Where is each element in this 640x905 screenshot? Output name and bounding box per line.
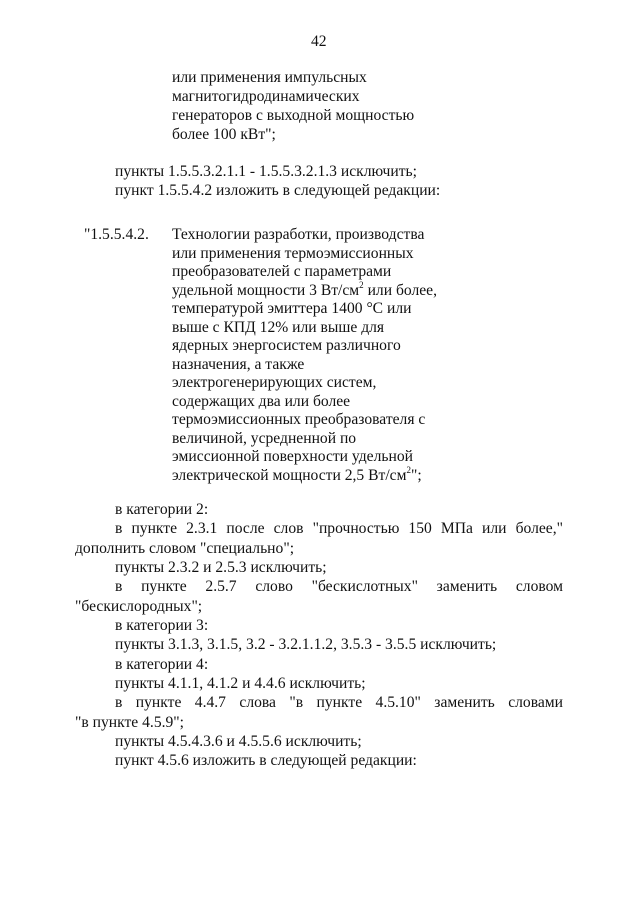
text-line: содержащих два или более	[172, 392, 351, 410]
text-line: "в пункте 4.5.9";	[75, 713, 185, 731]
text-line: термоэмиссионных преобразователя с	[172, 411, 426, 428]
text-line: в пункте 2.3.1 после слов "прочностью 150 МПа или более,"	[115, 520, 563, 537]
superscript: 2	[359, 279, 364, 290]
text-line: или применения термоэмиссионных	[172, 244, 414, 262]
text-line: Технологии разработки, производства	[172, 226, 425, 243]
text-line	[172, 281, 437, 300]
text-line: в пункте 2.5.7 слово "бескислотных" заменить словом	[115, 578, 563, 595]
text-line: дополнить словом "специально";	[75, 539, 295, 557]
text-line: в категории 2:	[115, 501, 209, 518]
text: удельной мощности 3 Вт/см	[172, 281, 360, 299]
text-line: или применения импульсных	[172, 69, 367, 86]
text-line: в категории 4:	[115, 655, 209, 673]
text: или более,	[363, 281, 437, 299]
text-line: величиной, усредненной по	[172, 429, 357, 447]
item-number: "1.5.5.4.2.	[84, 226, 149, 243]
text-line: эмиссионной поверхности удельной	[172, 448, 413, 465]
text-line: пункты 2.3.2 и 2.5.3 исключить;	[115, 559, 327, 576]
text-line: в пункте 4.4.7 слова "в пункте 4.5.10" заменить словами	[115, 694, 563, 711]
page-number: 42	[311, 33, 327, 50]
superscript: 2	[406, 464, 411, 475]
text-line: пункт 1.5.5.4.2 изложить в следующей редакции:	[115, 182, 441, 199]
text-line: назначения, а также	[172, 355, 305, 373]
text-line: пункты 3.1.3, 3.1.5, 3.2 - 3.2.1.1.2, 3.5.3 - 3.5.5 исключить;	[115, 636, 497, 653]
text-line: преобразователей с параметрами	[172, 263, 392, 280]
text-line: пункты 4.1.1, 4.1.2 и 4.4.6 исключить;	[115, 675, 366, 692]
text-line: магнитогидродинамических	[172, 88, 360, 105]
text-line: температурой эмиттера 1400 °С или	[172, 300, 412, 317]
text-line: пункты 4.5.4.3.6 и 4.5.5.6 исключить;	[115, 733, 362, 750]
text-line: генераторов с выходной мощностью	[172, 107, 415, 124]
text-line: ядерных энергосистем различного	[172, 337, 401, 354]
text: ";	[410, 466, 422, 484]
text-line: выше с КПД 12% или выше для	[172, 318, 385, 336]
text-line: пункт 4.5.6 изложить в следующей редакции:	[115, 752, 417, 769]
text-line: в категории 3:	[115, 617, 209, 634]
text-line: электрогенерирующих систем,	[172, 374, 377, 391]
text-line: более 100 кВт";	[172, 126, 276, 143]
text: электрической мощности 2,5 Вт/см	[172, 466, 407, 484]
text-line: пункты 1.5.5.3.2.1.1 - 1.5.5.3.2.1.3 исключить;	[115, 163, 417, 180]
text-line: "бескислородных";	[75, 597, 203, 615]
text-line	[172, 466, 422, 485]
